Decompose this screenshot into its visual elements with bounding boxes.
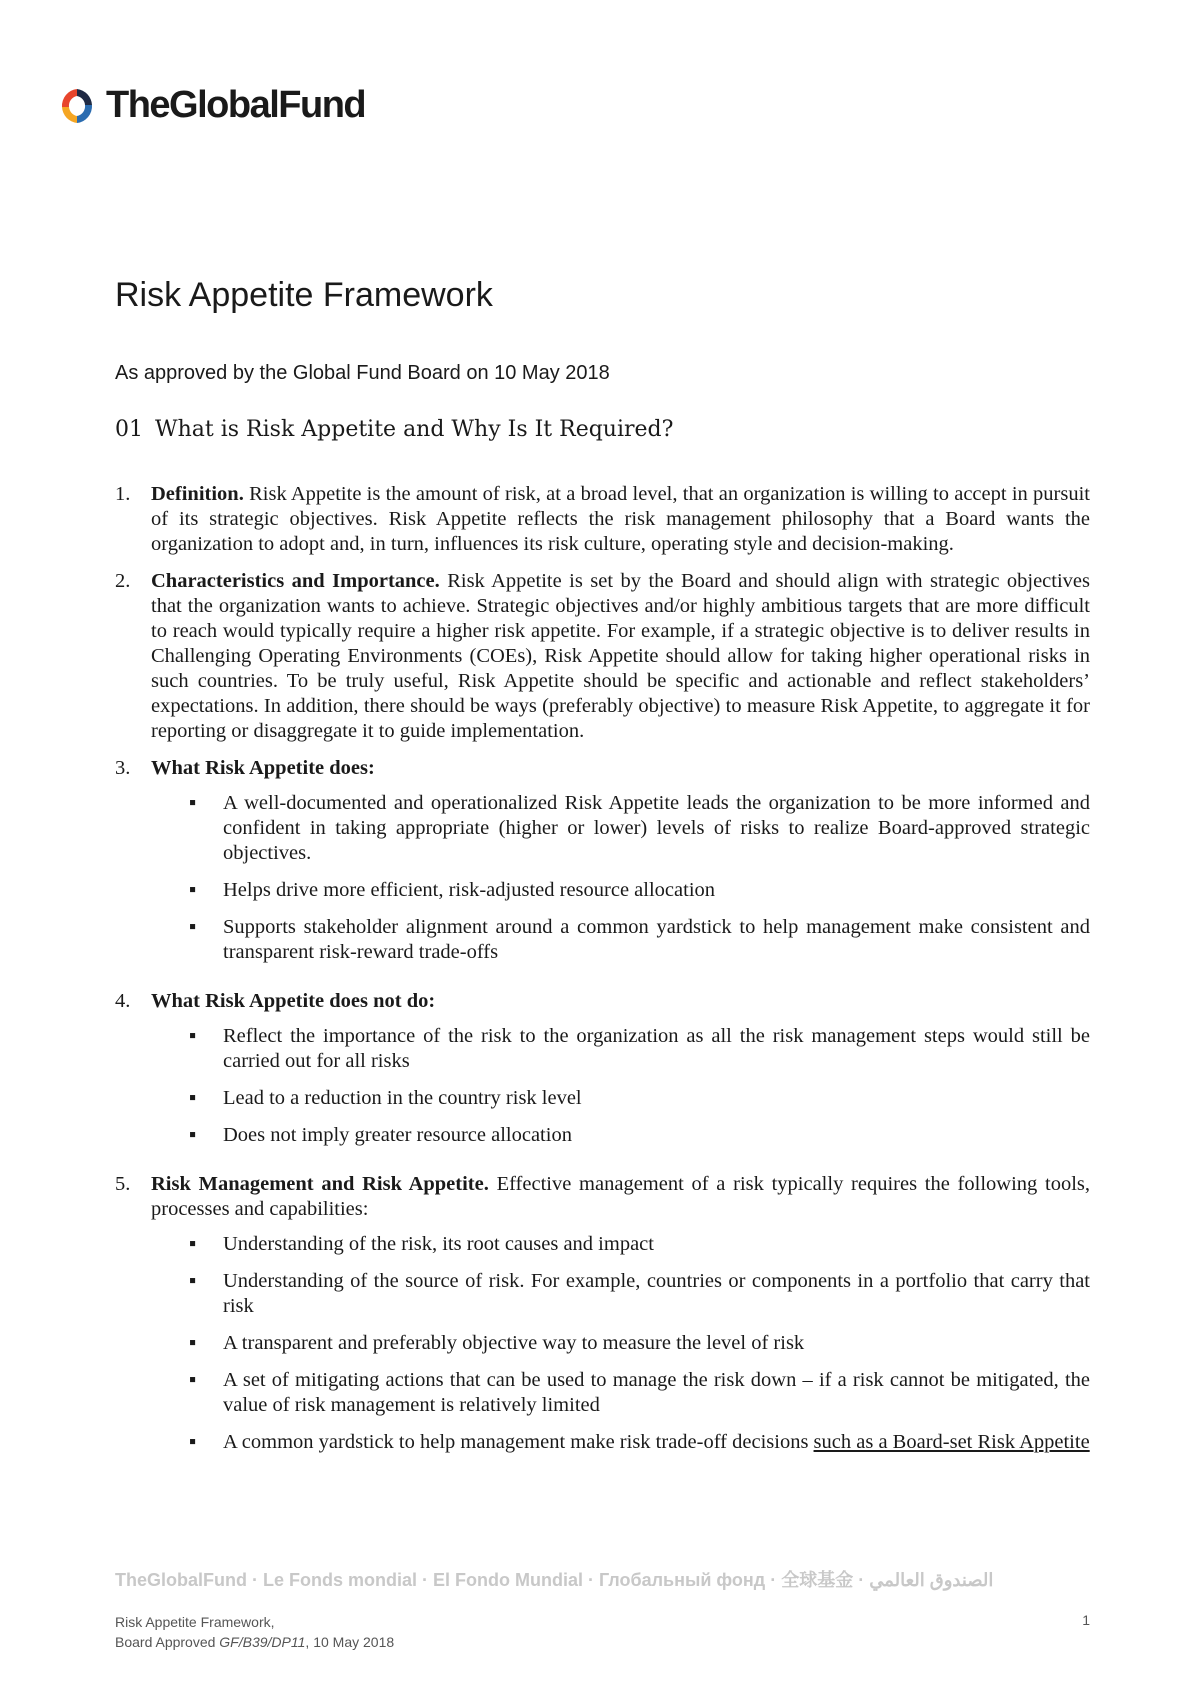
bullet-item: ▪ A transparent and preferably objective way to measure the level of risk bbox=[189, 1332, 805, 1354]
footer-info bbox=[115, 1612, 394, 1652]
item-number: 3. bbox=[115, 757, 131, 779]
list-item-definition bbox=[115, 482, 1090, 557]
item-number: 5. bbox=[115, 1173, 131, 1195]
approval-subtitle: As approved by the Global Fund Board on 10 May 2018 bbox=[115, 362, 610, 384]
item-number: 1. bbox=[115, 483, 131, 505]
bullet-item: ▪ Understanding of the risk, its root causes and impact bbox=[189, 1233, 654, 1255]
item-lead: What Risk Appetite does not do: bbox=[151, 990, 436, 1012]
footer-language-banner: TheGlobalFund · Le Fonds mondial · El Fondo Mundial · Глобальный фонд · 全球基金 · الصندوق العالمي bbox=[115, 1570, 994, 1590]
bullet-item: ▪ Reflect the importance of the risk to the organization as all the risk management steps would still be carried out for all risks bbox=[189, 1025, 1090, 1072]
bullet-item: ▪ A well-documented and operationalized Risk Appetite leads the organization to be more informed and confident in taking appropriate (higher or lower) levels of risks to realize Board-approved strategic objectives. bbox=[189, 792, 1090, 864]
global-fund-logo bbox=[56, 84, 365, 127]
bullet-item: ▪ Supports stakeholder alignment around a common yardstick to help management make consistent and transparent risk-reward trade-offs bbox=[189, 916, 1090, 963]
item-text: Risk Appetite is the amount of risk, at a broad level, that an organization is willing to accept in pursuit of its strategic objectives. Risk Appetite reflects the risk management philosophy that a Board wants the organization to adopt and, in turn, influences its risk culture, operating style and decision-making. bbox=[151, 483, 1090, 555]
underlined-phrase: such as a Board-set Risk Appetite bbox=[813, 1431, 1090, 1453]
bullet-item: ▪ A set of mitigating actions that can be used to manage the risk down – if a risk cannot be mitigated, the value of risk management is relatively limited bbox=[189, 1369, 1090, 1416]
item-number: 4. bbox=[115, 990, 131, 1012]
footer-doc-ref: GF/B39/DP11 bbox=[219, 1634, 306, 1650]
footer-doc-name: Risk Appetite Framework, bbox=[115, 1614, 275, 1630]
item-lead: Characteristics and Importance. bbox=[151, 570, 440, 592]
item-text: Effective management of a risk typically requires the following tools, processes and capabilities: bbox=[151, 1173, 1090, 1220]
logo-wordmark: TheGlobalFund bbox=[106, 84, 366, 126]
bullet-item: ▪ Helps drive more efficient, risk-adjusted resource allocation bbox=[189, 879, 716, 901]
global-fund-swirl-icon bbox=[56, 85, 98, 127]
item-lead: What Risk Appetite does: bbox=[151, 757, 375, 779]
list-item-what-it-does-not bbox=[115, 989, 1090, 1160]
bullet-list bbox=[151, 1024, 1090, 1148]
item-lead: Risk Management and Risk Appetite. bbox=[151, 1173, 489, 1195]
bullet-item: ▪ A common yardstick to help management make risk trade-off decisions such as a Board-set Risk Appetite bbox=[189, 1431, 1090, 1453]
footer-approval: Board Approved GF/B39/DP11, 10 May 2018 bbox=[115, 1634, 395, 1650]
list-item-risk-management bbox=[115, 1172, 1090, 1467]
section-heading bbox=[115, 417, 673, 442]
document-title: Risk Appetite Framework bbox=[115, 276, 493, 314]
list-item-what-it-does bbox=[115, 756, 1090, 977]
bullet-item: ▪ Does not imply greater resource allocation bbox=[189, 1124, 572, 1146]
bullet-list bbox=[151, 791, 1090, 965]
bullet-item: ▪ Lead to a reduction in the country risk level bbox=[189, 1087, 582, 1109]
page-number: 1 bbox=[1082, 1612, 1090, 1628]
list-item-characteristics bbox=[115, 569, 1090, 744]
item-text: Risk Appetite is set by the Board and should align with strategic objectives that the organization wants to achieve. Strategic objectives and/or highly ambitious targets that are more difficult to reach would typically require a higher risk appetite. For example, if a strategic objective is to deliver results in Challenging Operating Environments (COEs), Risk Appetite should allow for taking higher operational risks in such countries. To be truly useful, Risk Appetite should be specific and actionable and reflect stakeholders’ expectations. In addition, there should be ways (preferably objective) to measure Risk Appetite, to aggregate it for reporting or disaggregate it to guide implementation. bbox=[151, 570, 1091, 742]
item-number: 2. bbox=[115, 570, 131, 592]
section-number: 01 bbox=[115, 417, 143, 442]
bullet-item: ▪ Understanding of the source of risk. For example, countries or components in a portfolio that carry that risk bbox=[189, 1270, 1090, 1317]
item-lead: Definition. bbox=[151, 483, 244, 505]
document-body bbox=[115, 482, 1090, 1479]
section-title: What is Risk Appetite and Why Is It Required? bbox=[155, 417, 674, 442]
bullet-list bbox=[151, 1232, 1090, 1455]
